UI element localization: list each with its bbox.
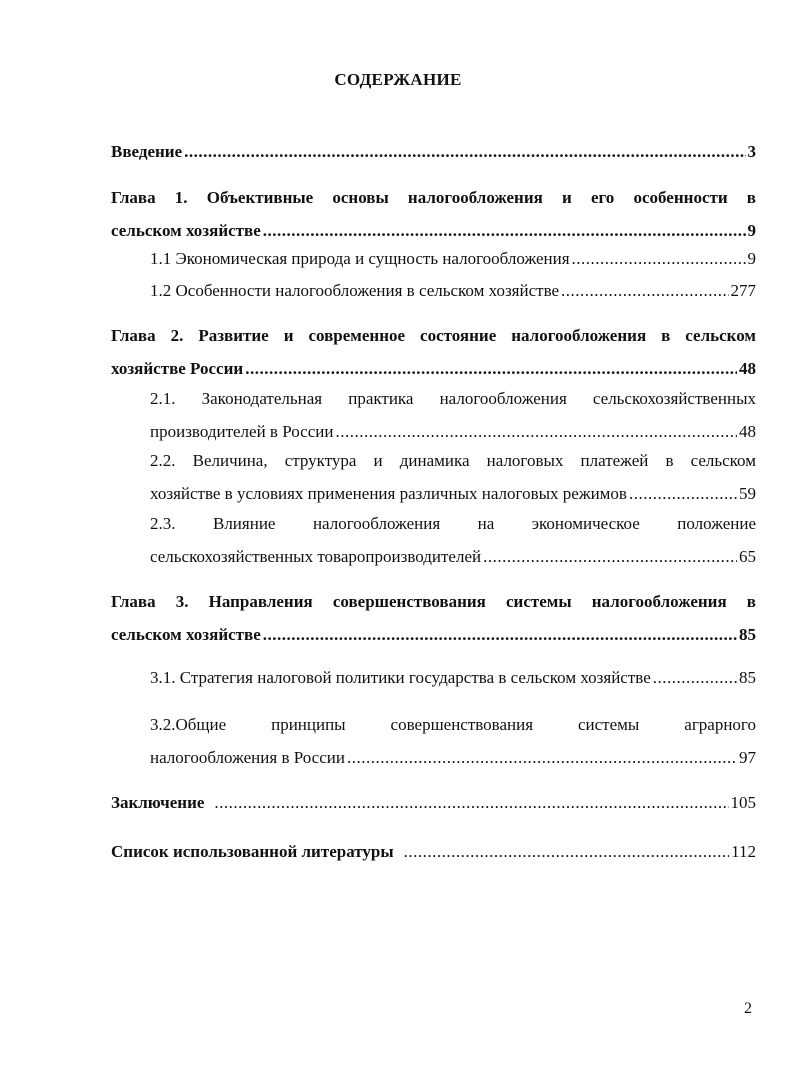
toc-page-number: 97 xyxy=(739,748,756,767)
toc-entry-text-continued: сельскохозяйственных товаропроизводителей xyxy=(150,547,482,566)
toc-entry-text: 1.1 Экономическая природа и сущность налогообложения xyxy=(150,249,570,268)
toc-entry-section-1-2 xyxy=(150,274,756,307)
dot-leader xyxy=(572,242,746,275)
toc-entry-text: 2.3. Влияние налогообложения на экономическое положение xyxy=(150,514,756,533)
toc-page-number: 85 xyxy=(739,668,756,687)
toc-page-number: 59 xyxy=(739,484,756,503)
toc-entry-text: Глава 2. Развитие и современное состояние налогообложения в сельском xyxy=(111,326,756,345)
dot-leader xyxy=(404,835,730,868)
toc-entry-chapter-1 xyxy=(111,181,756,247)
toc-entry-conclusion xyxy=(111,786,756,819)
toc-entry-text: Глава 3. Направления совершенствования системы налогообложения в xyxy=(111,592,756,611)
toc-page-number: 48 xyxy=(739,422,756,441)
toc-entry-chapter-2 xyxy=(111,319,756,385)
dot-leader xyxy=(245,352,737,385)
toc-entry-text: 2.1. Законодательная практика налогообложения сельскохозяйственных xyxy=(150,389,756,408)
toc-page-number: 65 xyxy=(739,547,756,566)
dot-leader xyxy=(214,786,728,819)
toc-entry-text-continued: хозяйстве в условиях применения различных налоговых режимов xyxy=(150,484,627,503)
toc-entry-text: 3.2.Общие принципы совершенствования системы аграрного xyxy=(150,715,756,734)
toc-entry-text: Глава 1. Объективные основы налогообложения и его особенности в xyxy=(111,188,756,207)
dot-leader xyxy=(561,274,728,307)
toc-entry-text-continued: налогообложения в России xyxy=(150,748,345,767)
toc-entry-text: 3.1. Стратегия налоговой политики государства в сельском хозяйстве xyxy=(150,668,651,687)
toc-page-number: 9 xyxy=(747,249,756,268)
dot-leader xyxy=(184,135,745,168)
toc-page-number: 3 xyxy=(747,142,756,161)
toc-entry-text-continued: производителей в России xyxy=(150,422,334,441)
toc-page-number: 112 xyxy=(731,842,756,861)
toc-entry-text: 1.2 Особенности налогообложения в сельском хозяйстве xyxy=(150,281,560,300)
toc-entry-section-3-1 xyxy=(150,661,756,694)
toc-entry-text: Введение xyxy=(111,142,183,161)
toc-entry-text: Список использованной литературы xyxy=(111,842,394,861)
toc-entry-references xyxy=(111,835,756,868)
toc-page-number: 9 xyxy=(747,221,756,240)
toc-entry-chapter-3 xyxy=(111,585,756,651)
toc-page-number: 105 xyxy=(730,793,756,812)
page-number: 2 xyxy=(744,1000,752,1017)
toc-page-number: 85 xyxy=(739,625,756,644)
toc-entry-text-continued: сельском хозяйстве xyxy=(111,625,261,644)
toc-entry-section-2-3 xyxy=(150,507,756,573)
page-title: СОДЕРЖАНИЕ xyxy=(334,70,462,89)
toc-entry-section-2-2 xyxy=(150,444,756,510)
toc-entry-text-continued: сельском хозяйстве xyxy=(111,221,261,240)
dot-leader xyxy=(347,741,737,774)
dot-leader xyxy=(653,661,737,694)
dot-leader xyxy=(483,540,737,573)
toc-entry-intro xyxy=(111,135,756,168)
toc-entry-text: 2.2. Величина, структура и динамика налоговых платежей в сельском xyxy=(150,451,756,470)
toc-page-number: 277 xyxy=(730,281,756,300)
toc-entry-section-3-2 xyxy=(150,708,756,774)
dot-leader xyxy=(629,477,737,510)
toc-entry-text: Заключение xyxy=(111,793,205,812)
toc-entry-section-2-1 xyxy=(150,382,756,448)
toc-entry-text-continued: хозяйстве России xyxy=(111,359,244,378)
dot-leader xyxy=(263,618,737,651)
toc-entry-section-1-1 xyxy=(150,242,756,275)
toc-page-number: 48 xyxy=(739,359,756,378)
